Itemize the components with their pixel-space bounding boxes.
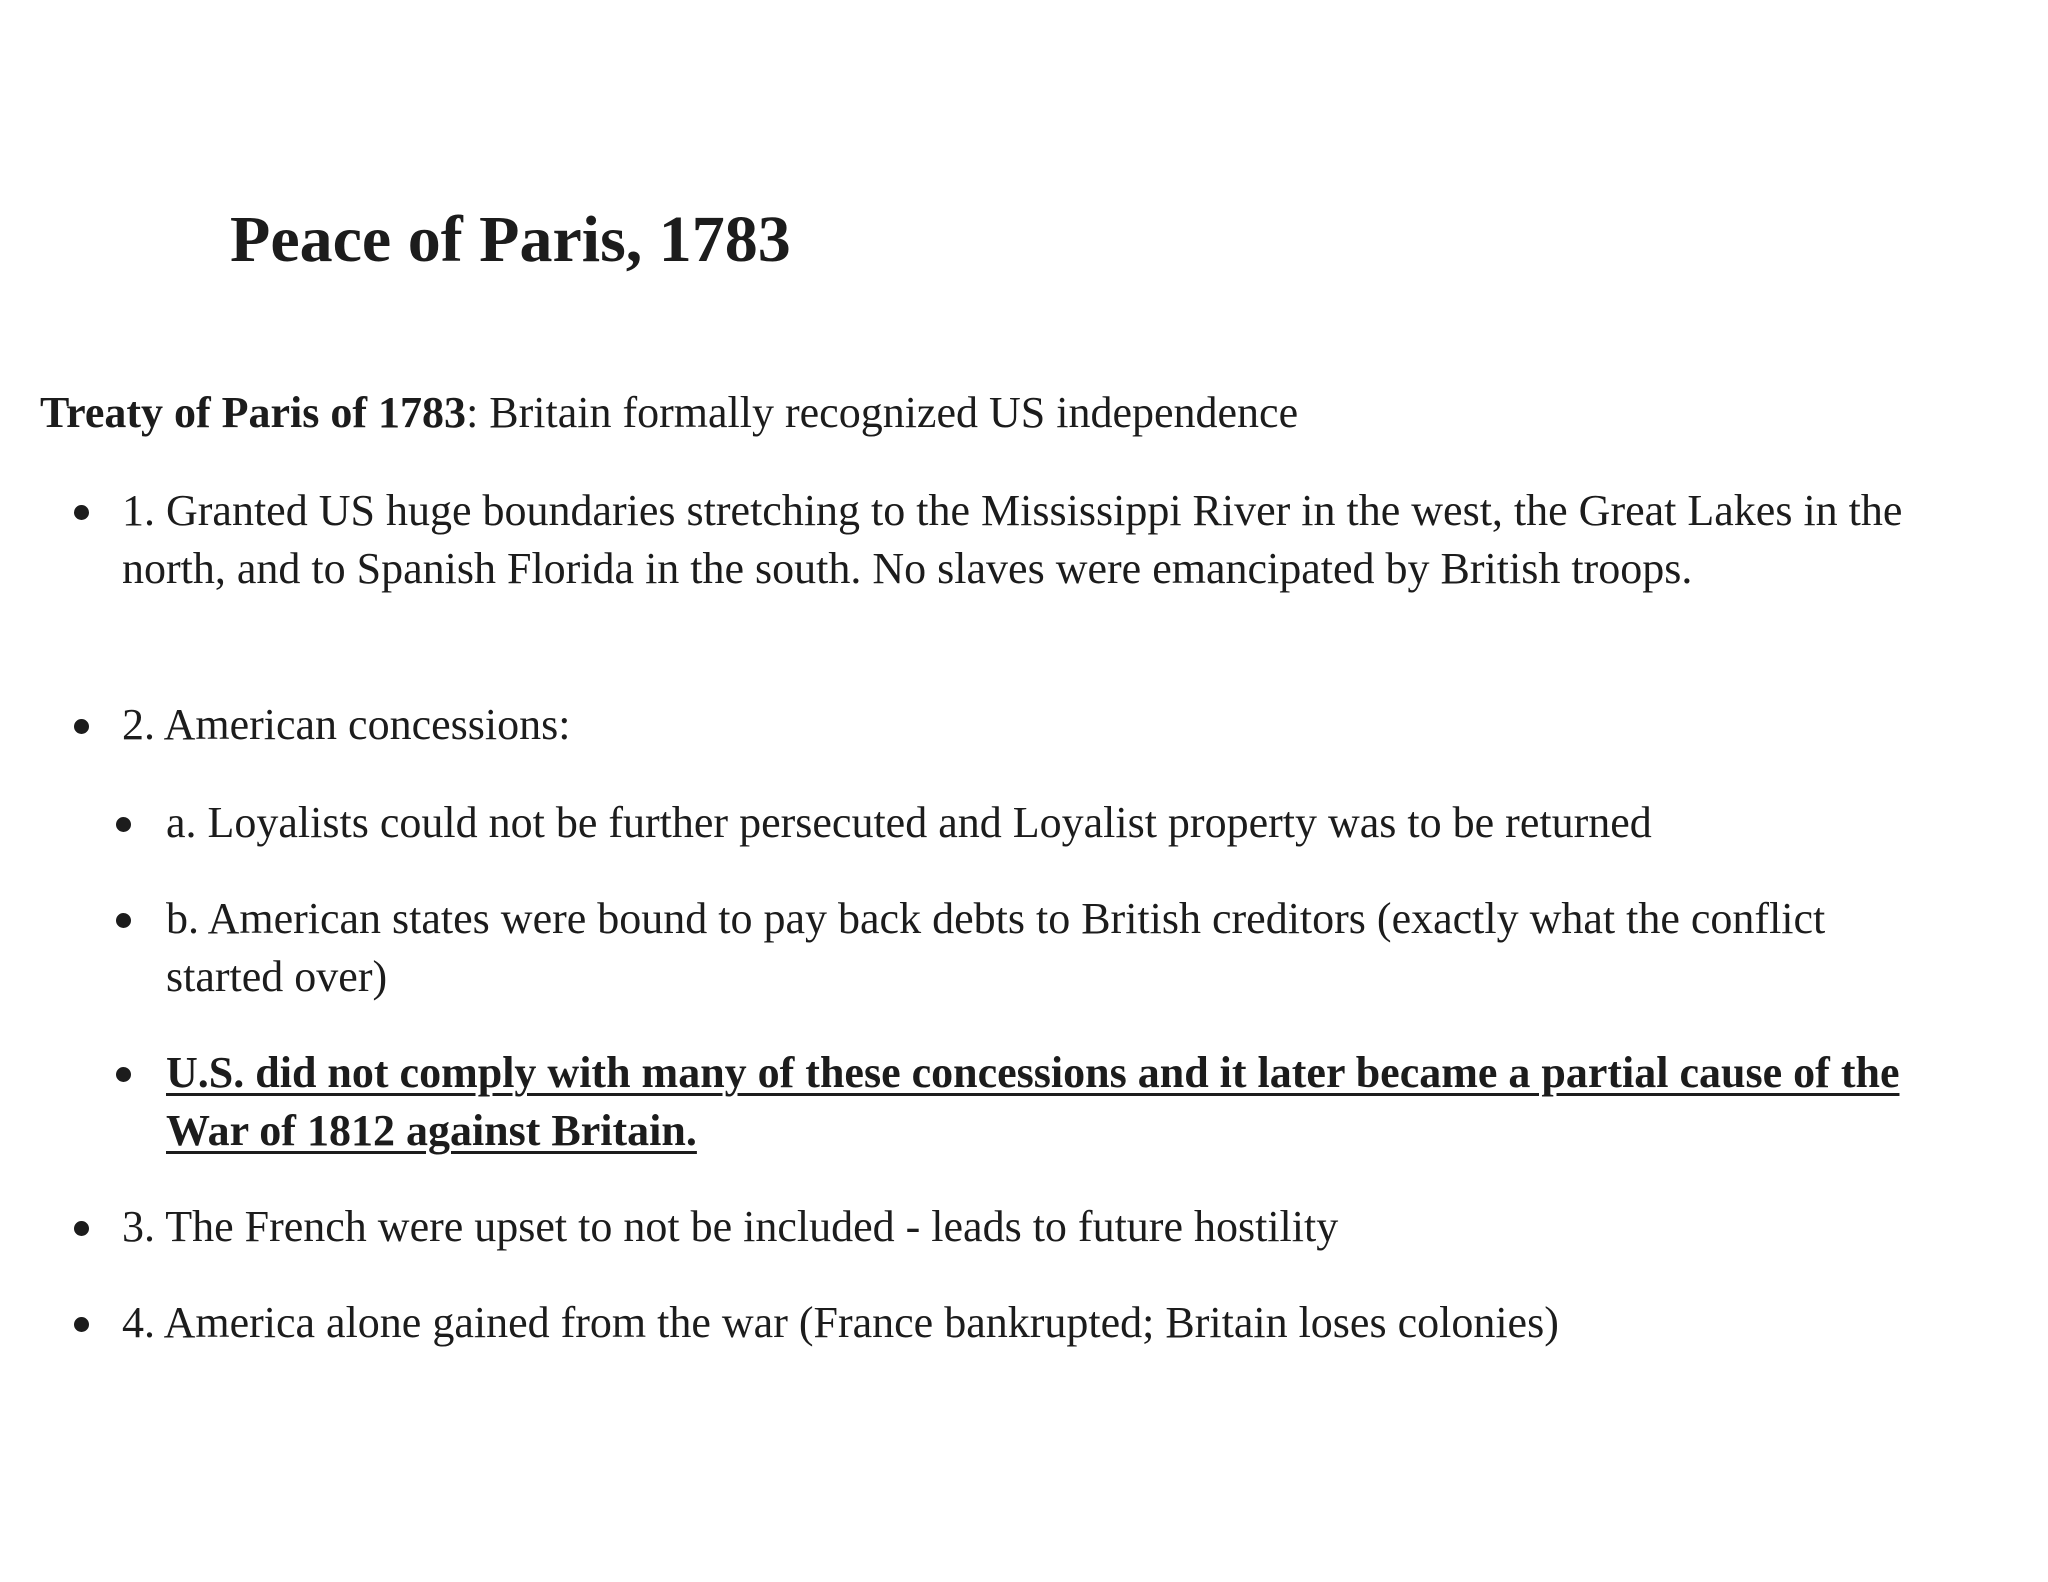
list-item-text: 1. Granted US huge boundaries stretching to the Mississippi River in the west, the Great Lakes in the north, and to Spanish Florida in the south. No slaves were emancipated by British troops. <box>122 486 1903 593</box>
slide-title: Peace of Paris, 1783 <box>230 203 791 276</box>
list-item-text: a. Loyalists could not be further persecuted and Loyalist property was to be returned <box>166 798 1652 847</box>
intro-term: Treaty of Paris of 1783 <box>40 388 467 437</box>
bullet-icon <box>74 1317 89 1332</box>
list-item <box>122 696 1982 754</box>
list-item-text: 2. American concessions: <box>122 700 571 749</box>
sub-list-item <box>166 890 1866 1006</box>
bullet-icon <box>116 1067 131 1082</box>
list-item <box>122 1198 1982 1256</box>
intro-text: : Britain formally recognized US independence <box>466 388 1299 437</box>
list-item-text: 3. The French were upset to not be included - leads to future hostility <box>122 1202 1339 1251</box>
emphasized-note: U.S. did not comply with many of these concessions and it later became a partial cause of the War of 1812 against Britain. <box>166 1048 1900 1155</box>
intro-line <box>40 384 1298 442</box>
bullet-icon <box>74 1221 89 1236</box>
sub-list-item <box>166 794 1966 852</box>
sub-list-item <box>166 1044 1936 1160</box>
bullet-icon <box>74 719 89 734</box>
list-item-text: b. American states were bound to pay back debts to British creditors (exactly what the conflict started over) <box>166 894 1826 1001</box>
list-item <box>122 1294 1982 1352</box>
bullet-icon <box>116 913 131 928</box>
list-item <box>122 482 1982 598</box>
list-item-text: 4. America alone gained from the war (France bankrupted; Britain loses colonies) <box>122 1298 1559 1347</box>
bullet-icon <box>74 505 89 520</box>
bullet-icon <box>116 817 131 832</box>
